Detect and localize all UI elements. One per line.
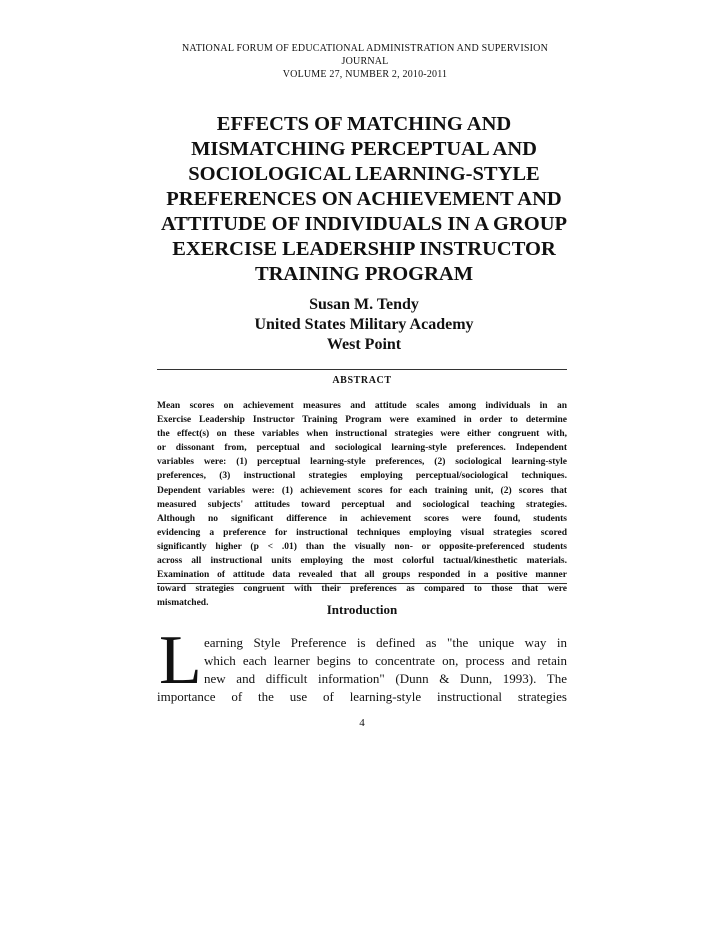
abstract-line: preferences, (3) instructional strategies employing perceptual/sociological techniques.	[157, 471, 567, 482]
title-line: MISMATCHING PERCEPTUAL AND	[191, 138, 537, 160]
abstract-body	[157, 399, 567, 610]
abstract-line: across all instructional units employing the most colorful tactual/kinesthetic materials.	[157, 556, 567, 567]
abstract-line: variables were: (1) perceptual learning-style preferences, (2) sociological learning-style	[157, 457, 567, 468]
running-header	[160, 42, 570, 81]
abstract-line: or dissonant from, perceptual and sociological learning-style preferences. Independent	[157, 443, 567, 454]
abstract-line: the effect(s) on these variables when instructional strategies were either congruent with,	[157, 429, 567, 440]
title-line: SOCIOLOGICAL LEARNING-STYLE	[188, 163, 540, 185]
abstract-line: mismatched.	[157, 598, 209, 609]
section-heading: Introduction	[326, 602, 398, 617]
article-title	[150, 112, 578, 287]
abstract-top-rule	[157, 369, 567, 370]
body-line: importance of the use of learning-style instructional strategies	[157, 689, 567, 704]
page-number: 4	[359, 717, 365, 729]
author-location: West Point	[326, 336, 402, 353]
body-line: new and difficult information" (Dunn & Dunn, 1993). The	[204, 671, 567, 686]
body-line: which each learner begins to concentrate on, process and retain	[204, 653, 567, 668]
title-line: ATTITUDE OF INDIVIDUALS IN A GROUP	[160, 213, 568, 235]
abstract-line: Dependent variables were: (1) achievement scores for each training unit, (2) scores that	[157, 485, 567, 496]
title-line: TRAINING PROGRAM	[254, 263, 474, 285]
abstract-line: significantly higher (p < .01) than the visually non- or opposite-preferenced students	[157, 541, 567, 552]
title-line: EFFECTS OF MATCHING AND	[216, 113, 512, 135]
title-line: EXERCISE LEADERSHIP INSTRUCTOR	[172, 238, 556, 260]
abstract-line: Exercise Leadership Instructor Training Program were examined in order to determine	[157, 415, 567, 426]
author-affiliation: United States Military Academy	[254, 316, 474, 333]
abstract-bottom-rule	[157, 583, 567, 584]
journal-name: NATIONAL FORUM OF EDUCATIONAL ADMINISTRATION AND SUPERVISION JOURNAL	[181, 43, 549, 67]
abstract-line: Examination of attitude data revealed that all groups responded in a positive manner	[157, 570, 567, 581]
volume-info: VOLUME 27, NUMBER 2, 2010-2011	[282, 69, 448, 80]
author-name: Susan M. Tendy	[309, 296, 419, 313]
abstract-line: evidencing a preference for instructional techniques employing visual strategies scored	[157, 527, 567, 538]
abstract-heading: ABSTRACT	[332, 375, 392, 386]
abstract-line: measured subjects' attitudes toward perceptual and sociological teaching strategies.	[157, 499, 567, 510]
title-line: PREFERENCES ON ACHIEVEMENT AND	[166, 188, 562, 210]
introduction-body	[157, 634, 567, 706]
abstract-line: Although no significant difference in achievement scores were found, students	[157, 513, 567, 524]
abstract-line: toward strategies congruent with their preferences as compared to those that were	[157, 584, 567, 595]
abstract-line: Mean scores on achievement measures and attitude scales among individuals in an	[157, 401, 567, 411]
author-block	[160, 295, 568, 355]
drop-cap-letter: L	[159, 622, 202, 699]
body-line: earning Style Preference is defined as "the unique way in	[204, 635, 567, 650]
